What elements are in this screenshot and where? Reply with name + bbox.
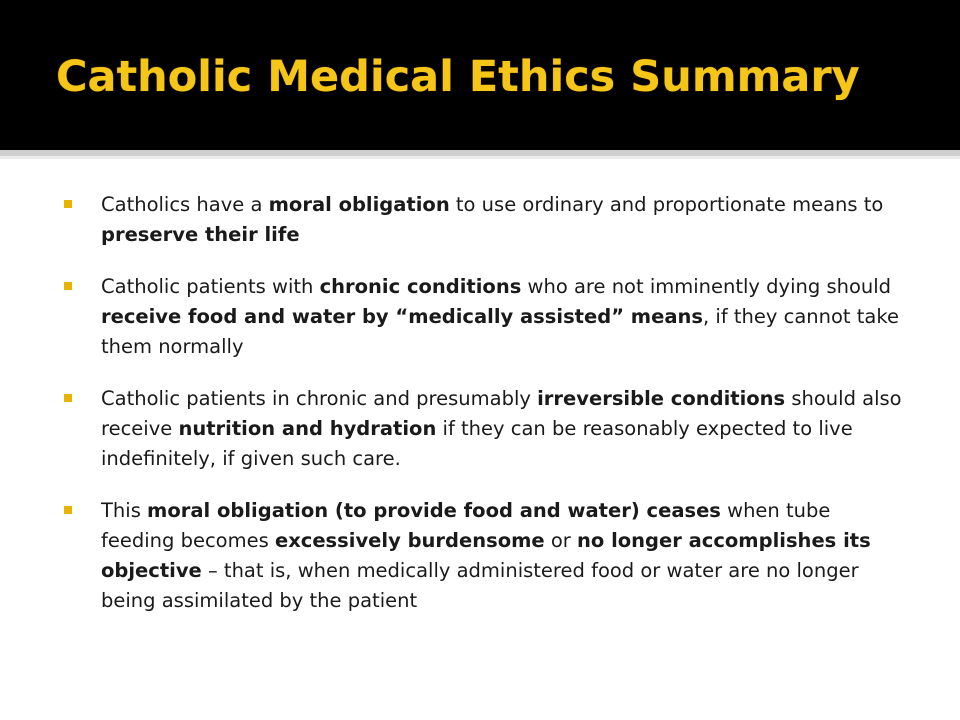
bullet-text: This moral obligation (to provide food and water) ceases when tube feeding becomes excessively burdensome or no longer accomplishes its objective – that is, when medically administered food or water are no longer being assimilated by the patient	[101, 499, 871, 612]
bullet-item	[62, 272, 902, 362]
bullet-item	[62, 384, 902, 474]
bullet-list	[62, 190, 902, 638]
square-bullet-icon	[64, 394, 72, 402]
bullet-text: Catholic patients in chronic and presumably irreversible conditions should also receive nutrition and hydration if they can be reasonably expected to live indefinitely, if given such care.	[101, 387, 902, 470]
bullet-text: Catholics have a moral obligation to use ordinary and proportionate means to preserve their life	[101, 193, 884, 246]
slide-title: Catholic Medical Ethics Summary	[56, 52, 860, 102]
bullet-item	[62, 496, 902, 616]
title-bar	[0, 0, 960, 150]
bullet-item	[62, 190, 902, 250]
title-divider-highlight	[0, 156, 960, 159]
square-bullet-icon	[64, 200, 72, 208]
square-bullet-icon	[64, 506, 72, 514]
bullet-text: Catholic patients with chronic conditions who are not imminently dying should receive food and water by “medically assisted” means, if they cannot take them normally	[101, 275, 899, 358]
square-bullet-icon	[64, 282, 72, 290]
